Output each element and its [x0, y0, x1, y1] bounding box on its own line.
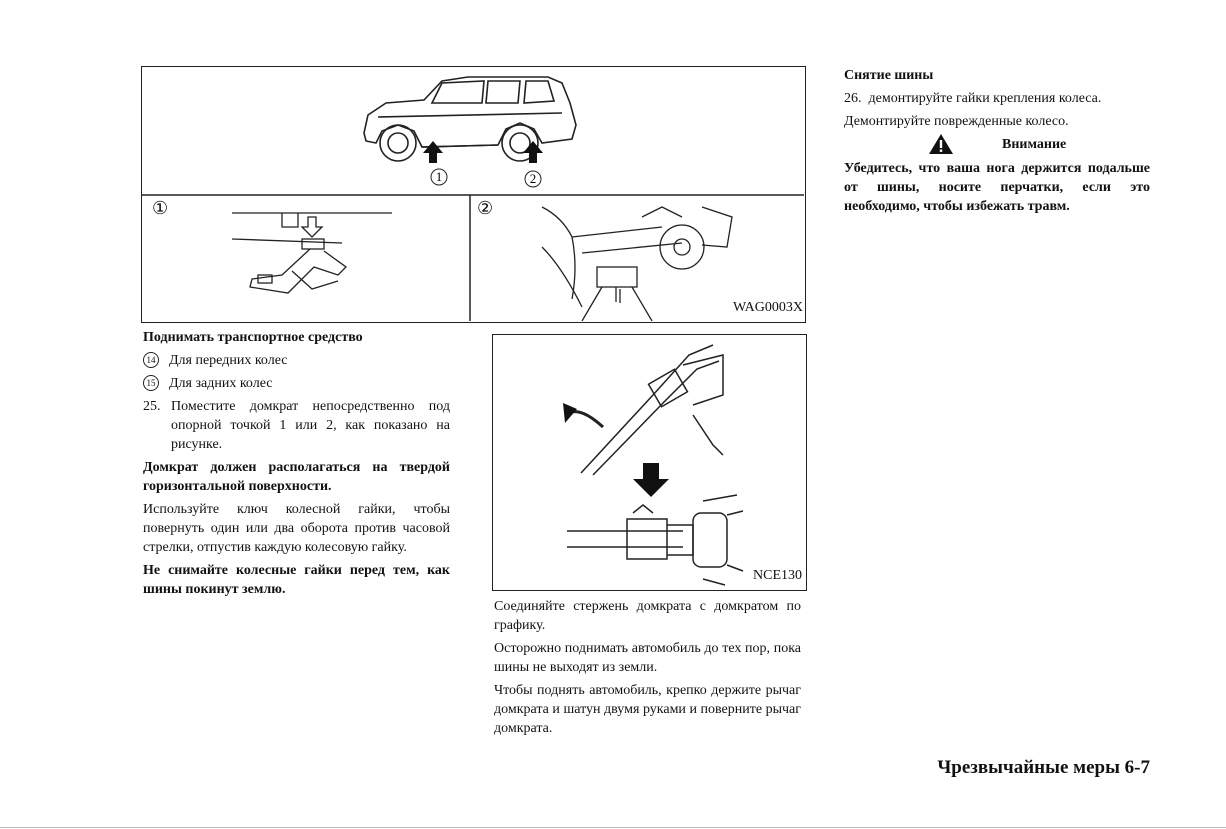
bottom-divider [0, 827, 1226, 828]
figure-code: WAG0003X [733, 300, 803, 315]
front-jack-arrow [423, 141, 443, 163]
step-26: 26. демонтируйте гайки крепления колеса. [844, 91, 1102, 106]
item-number-badge: 15 [143, 375, 159, 391]
list-item [143, 374, 450, 393]
front-jack-detail [232, 213, 392, 293]
svg-text:1: 1 [435, 169, 443, 184]
warning-text: Убедитесь, что ваша нога держится подальше от шины, носите перчатки, если это необходимо, чтобы избежать травм. [844, 161, 1150, 214]
down-arrow [633, 463, 669, 497]
list-item [143, 351, 450, 370]
jack-handle-illustration [493, 335, 805, 589]
callout-1-label: ① [152, 198, 169, 218]
rear-jack-detail [542, 207, 732, 321]
section-heading: Снятие шины [844, 68, 934, 83]
right-column [844, 66, 1150, 220]
bold-note: Домкрат должен располагаться на твердой горизонтальной поверхности. [143, 460, 450, 494]
warning-title: Внимание [1002, 137, 1067, 152]
jack-handle-figure [492, 334, 807, 591]
bold-note: Не снимайте колесные гайки перед тем, как шины покинут землю. [143, 563, 450, 597]
paragraph: Чтобы поднять автомобиль, крепко держите рычаг домкрата и шатун двумя руками и поверните рычаг домкрата. [494, 683, 801, 736]
paragraph: Осторожно поднимать автомобиль до тех пор, пока шины не выходят из земли. [494, 641, 801, 675]
paragraph: Соединяйте стержень домкрата с домкратом по графику. [494, 599, 801, 633]
jack-point-figure [141, 66, 806, 323]
paragraph: Демонтируйте поврежденные колесо. [844, 114, 1069, 129]
page-footer: Чрезвычайные меры 6-7 [937, 757, 1150, 778]
list-item-text: Для передних колес [169, 353, 288, 368]
warning-header [844, 135, 1150, 157]
jack-point-illustration [142, 67, 804, 321]
car-side-view [364, 77, 576, 161]
figure-code: NCE130 [753, 568, 802, 583]
step-25 [143, 397, 450, 454]
middle-column [494, 597, 801, 742]
list-item-text: Для задних колес [169, 376, 273, 391]
svg-text:2: 2 [529, 171, 537, 186]
step-text: Поместите домкрат непосредственно под опорной точкой 1 или 2, как показано на рисунке. [171, 399, 450, 452]
warning-icon [928, 133, 954, 155]
callout-2-label: ② [477, 198, 494, 218]
item-number-badge: 14 [143, 352, 159, 368]
paragraph: Используйте ключ колесной гайки, чтобы повернуть один или два оборота против часовой стрелки, отпустив каждую колесовую гайку. [143, 502, 450, 555]
left-column [143, 328, 450, 603]
step-number: 25. [143, 399, 161, 414]
section-heading: Поднимать транспортное средство [143, 330, 363, 345]
